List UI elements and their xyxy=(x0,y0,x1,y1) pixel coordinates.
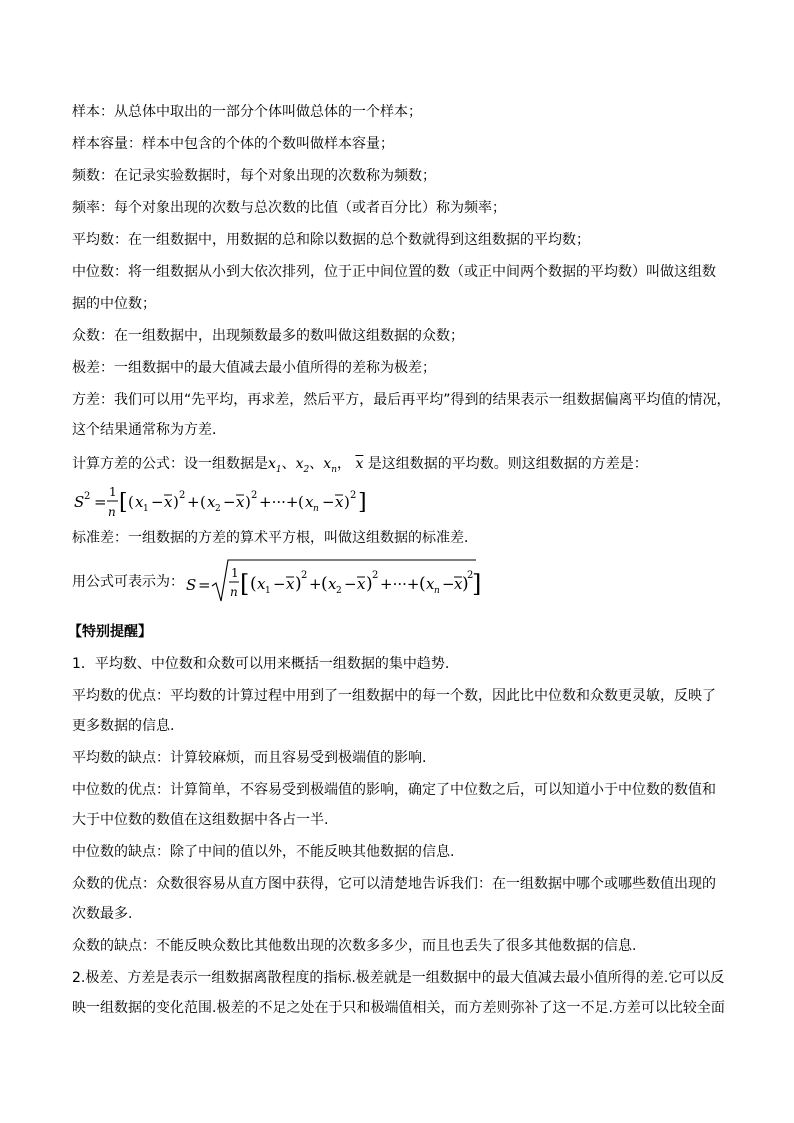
inline-x2: $x_2$ xyxy=(295,456,310,475)
svg-text:+···+: +···+ xyxy=(380,575,420,593)
svg-text:n: n xyxy=(313,504,319,514)
svg-text:): ) xyxy=(366,574,373,594)
variance-intro-text-b: 是这组数据的平均数。则这组数据的方差是： xyxy=(367,456,648,472)
svg-text:2: 2 xyxy=(179,490,186,501)
svg-text:S: S xyxy=(186,576,197,594)
definition-median-line2: 据的中位数； xyxy=(72,296,156,312)
svg-text:x: x xyxy=(164,493,173,511)
svg-text:): ) xyxy=(462,574,469,594)
svg-text:x: x xyxy=(305,493,314,511)
reminder-item-2-line1: 2.极差、方差是表示一组数据离散程度的指标.极差就是一组数据中的最大值减去最小值所得的差.它可以反 xyxy=(72,970,725,986)
svg-text:2: 2 xyxy=(251,490,258,501)
svg-text:−: − xyxy=(322,493,335,511)
variance-intro-text-a: 计算方差的公式：设一组数据是 xyxy=(72,456,268,472)
svg-text:+: + xyxy=(187,493,200,511)
definition-variance-line2: 这个结果通常称为方差． xyxy=(72,422,226,438)
svg-text:+···+: +···+ xyxy=(259,493,299,511)
svg-text:2: 2 xyxy=(301,570,308,581)
svg-text:]: ] xyxy=(472,570,482,598)
svg-text:n: n xyxy=(230,585,238,599)
svg-text:x: x xyxy=(328,575,337,593)
svg-text:x: x xyxy=(207,493,216,511)
svg-text:]: ] xyxy=(358,490,367,515)
mode-disadvantage: 众数的缺点：不能反映众数比其他数出现的次数多多少，而且也丢失了很多其他数据的信息. xyxy=(72,938,637,954)
std-dev-formula-intro: 用公式可表示为： xyxy=(72,574,184,590)
inline-xn: $x_n$ xyxy=(323,456,337,475)
svg-text:x: x xyxy=(257,575,266,593)
svg-text:−: − xyxy=(344,575,357,593)
svg-text:1: 1 xyxy=(265,586,271,596)
svg-text:x: x xyxy=(236,493,245,511)
svg-text:−: − xyxy=(223,493,236,511)
svg-text:2: 2 xyxy=(84,491,91,502)
variance-formula-intro xyxy=(72,454,648,480)
svg-text:(: ( xyxy=(419,574,426,594)
svg-text:2: 2 xyxy=(350,490,357,501)
svg-text:1: 1 xyxy=(143,504,149,514)
svg-text:−: − xyxy=(442,575,455,593)
svg-text:x: x xyxy=(357,575,366,593)
svg-text:n: n xyxy=(108,505,116,519)
svg-text:2: 2 xyxy=(372,570,379,581)
median-advantage-line2: 大于中位数的数值在这组数据中各占一半. xyxy=(72,812,329,828)
svg-text:2: 2 xyxy=(215,504,221,514)
svg-text:1: 1 xyxy=(109,485,117,499)
svg-text:(: ( xyxy=(200,493,206,511)
mean-advantage-line2: 更多数据的信息. xyxy=(72,718,175,734)
svg-text:−: − xyxy=(273,575,286,593)
svg-text:(: ( xyxy=(298,493,304,511)
definition-sample: 样本：从总体中取出的一部分个体叫做总体的一个样本； xyxy=(72,104,422,120)
svg-text:x: x xyxy=(135,493,144,511)
reminder-item-2-line2: 映一组数据的变化范围.极差的不足之处在于只和极端值相关，而方差则弥补了这一不足.方差可以比较全面 xyxy=(72,1000,725,1016)
svg-text:(: ( xyxy=(128,493,134,511)
variance-formula xyxy=(72,480,372,528)
mean-disadvantage: 平均数的缺点：计算较麻烦，而且容易受到极端值的影响. xyxy=(72,750,427,766)
svg-text:2: 2 xyxy=(467,570,474,581)
svg-text:x: x xyxy=(454,575,463,593)
definition-frequency-rate: 频率：每个对象出现的次数与总次数的比值（或者百分比）称为频率； xyxy=(72,200,506,216)
median-disadvantage: 中位数的缺点：除了中间的值以外，不能反映其他数据的信息. xyxy=(72,844,455,860)
svg-text:=: = xyxy=(198,576,211,594)
inline-sep2: 、 xyxy=(309,456,324,472)
svg-text:+: + xyxy=(309,575,322,593)
svg-text:1: 1 xyxy=(231,566,239,580)
inline-comma: ， xyxy=(336,456,351,472)
svg-text:x: x xyxy=(286,575,295,593)
special-reminder-heading: 【特别提醒】 xyxy=(68,624,152,640)
svg-text:[: [ xyxy=(240,570,250,598)
definition-range: 极差：一组数据中的最大值减去最小值所得的差称为极差； xyxy=(72,360,436,376)
svg-text:x: x xyxy=(426,575,435,593)
mean-advantage-line1: 平均数的优点：平均数的计算过程中用到了一组数据中的每一个数，因此比中位数和众数更灵敏，反映了 xyxy=(72,688,716,704)
svg-text:(: ( xyxy=(321,574,328,594)
svg-text:=: = xyxy=(94,493,107,511)
svg-text:n: n xyxy=(434,586,440,596)
definition-frequency-count: 频数：在记录实验数据时，每个对象出现的次数称为频数； xyxy=(72,168,436,184)
definition-mean: 平均数：在一组数据中，用数据的总和除以数据的总个数就得到这组数据的平均数； xyxy=(72,232,590,248)
std-dev-formula-image xyxy=(184,556,480,606)
definition-std-dev: 标准差：一组数据的方差的算术平方根，叫做这组数据的标准差． xyxy=(72,530,478,546)
median-advantage-line1: 中位数的优点：计算简单，不容易受到极端值的影响，确定了中位数之后，可以知道小于中位数的数值和 xyxy=(72,782,716,798)
inline-x1: $x_1$ xyxy=(268,456,282,475)
svg-text:x: x xyxy=(335,493,344,511)
definition-mode: 众数：在一组数据中，出现频数最多的数叫做这组数据的众数； xyxy=(72,328,464,344)
svg-text:): ) xyxy=(173,493,179,511)
svg-text:S: S xyxy=(74,493,85,511)
svg-text:(: ( xyxy=(250,574,257,594)
definition-variance-line1: 方差：我们可以用“先平均，再求差，然后平方，最后再平均”得到的结果表示一组数据偏离平均值的情况， xyxy=(72,392,731,408)
std-dev-formula xyxy=(184,556,480,610)
svg-text:2: 2 xyxy=(336,586,342,596)
mode-advantage-line1: 众数的优点：众数很容易从直方图中获得，它可以清楚地告诉我们：在一组数据中哪个或哪些数值出现的 xyxy=(72,876,716,892)
reminder-item-1: 1．平均数、中位数和众数可以用来概括一组数据的集中趋势. xyxy=(72,656,450,672)
inline-xbar: $\overline{x}$ xyxy=(355,456,364,472)
svg-text:): ) xyxy=(344,493,350,511)
variance-formula-image xyxy=(72,480,372,524)
mode-advantage-line2: 次数最多. xyxy=(72,906,133,922)
definition-sample-size: 样本容量：样本中包含的个体的个数叫做样本容量； xyxy=(72,136,394,152)
svg-text:−: − xyxy=(151,493,164,511)
inline-sep1: 、 xyxy=(281,456,296,472)
svg-text:): ) xyxy=(295,574,302,594)
svg-text:[: [ xyxy=(119,490,128,515)
svg-text:): ) xyxy=(245,493,251,511)
definition-median-line1: 中位数：将一组数据从小到大依次排列，位于正中间位置的数（或正中间两个数据的平均数）叫做这组数 xyxy=(72,264,716,280)
